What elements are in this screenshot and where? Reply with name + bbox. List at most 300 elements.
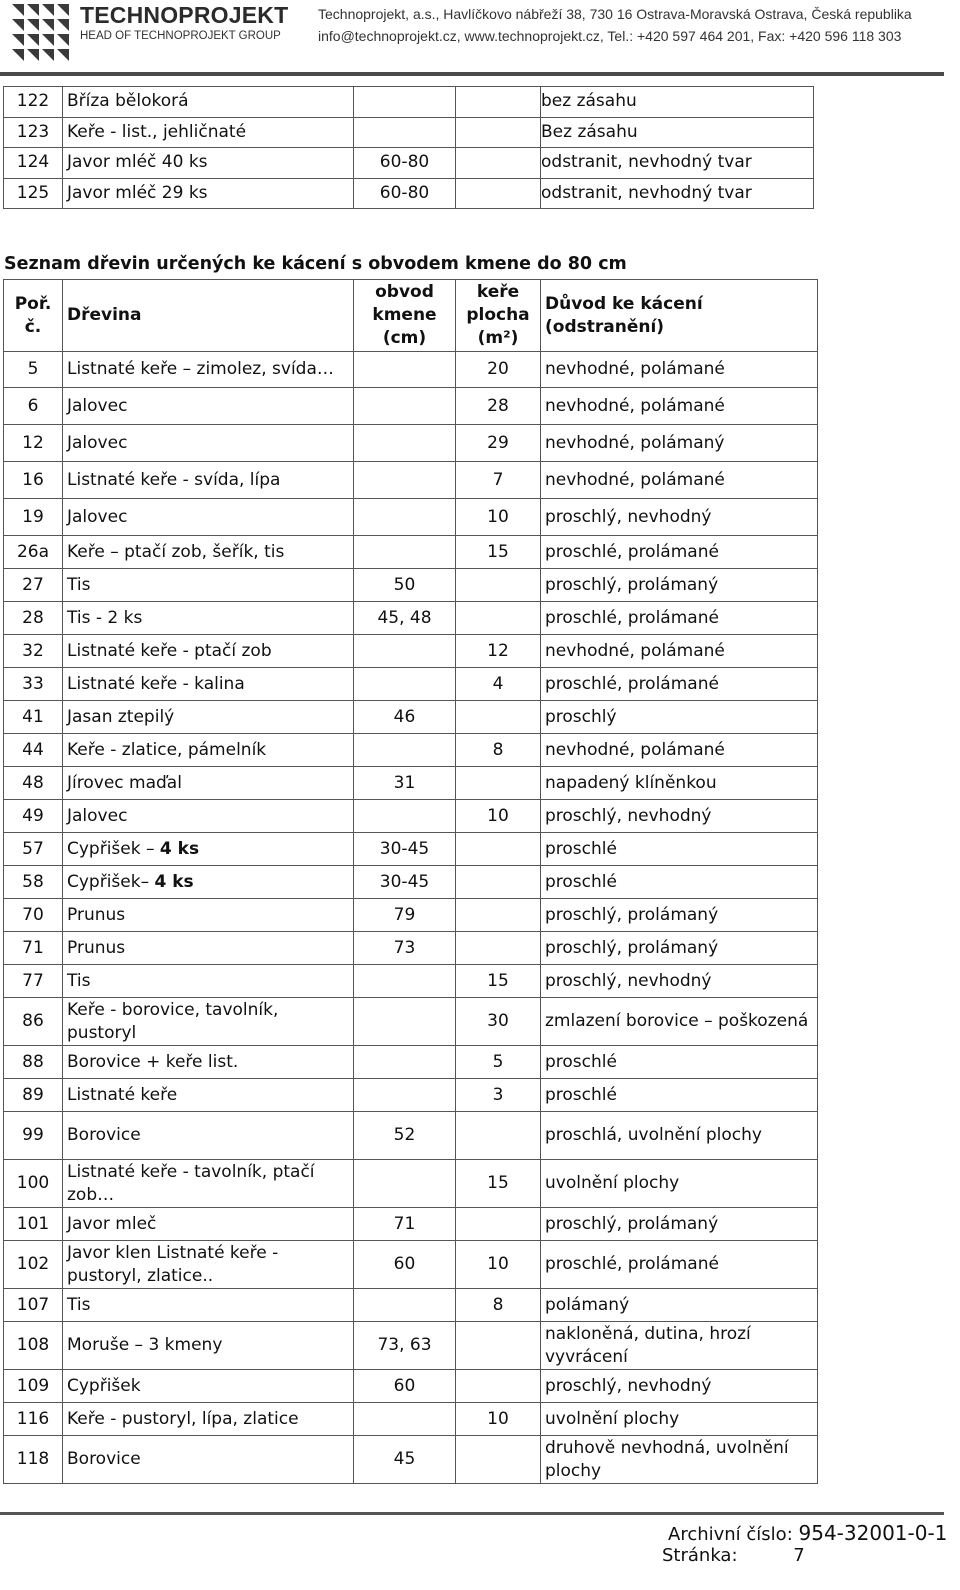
cell-wood <box>63 767 354 800</box>
cell-wood-text: Jalovec <box>67 805 128 826</box>
cell-obvod <box>354 87 456 118</box>
cell-num <box>4 148 63 179</box>
cell-duvod <box>541 178 814 209</box>
company-address: Technoprojekt, a.s., Havlíčkovo nábřeží 38, 730 16 Ostrava-Moravská Ostrava, Česká republika <box>318 6 912 22</box>
cell-obvod <box>354 965 456 998</box>
cell-num-text: 109 <box>16 1375 50 1396</box>
cell-obvod <box>354 1112 456 1160</box>
cell-plocha <box>456 734 541 767</box>
company-contact: info@technoprojekt.cz, www.technoprojekt.cz, Tel.: +420 597 464 201, Fax: +420 596 118 303 <box>318 28 902 44</box>
cell-num <box>4 602 63 635</box>
table-row <box>4 899 818 932</box>
cell-plocha <box>456 1160 541 1208</box>
page-header <box>0 0 960 76</box>
table-row <box>4 462 818 499</box>
cell-wood-text: Listnaté keře - kalina <box>67 673 245 694</box>
cell-obvod <box>354 932 456 965</box>
cell-wood-text: Cypřišek <box>67 1375 141 1396</box>
cell-obvod-text: 46 <box>393 706 416 727</box>
cell-duvod-text: proschlé <box>545 871 617 892</box>
cell-num-text: 41 <box>22 706 44 727</box>
cell-obvod <box>354 499 456 536</box>
cell-obvod <box>354 635 456 668</box>
cell-duvod <box>541 866 818 899</box>
cell-obvod-text: 45 <box>393 1449 416 1469</box>
cell-obvod-text: 60 <box>393 1375 416 1396</box>
cell-num <box>4 117 63 148</box>
cell-wood <box>63 117 354 148</box>
cell-wood <box>63 148 354 179</box>
cell-obvod <box>354 1241 456 1289</box>
cell-obvod-text: 30-45 <box>379 871 430 892</box>
cell-obvod <box>354 734 456 767</box>
cell-duvod-text: proschlý, nevhodný <box>545 506 712 527</box>
cell-obvod <box>354 1208 456 1241</box>
cell-wood <box>63 388 354 425</box>
cell-duvod-text: napadený klíněnkou <box>545 772 717 793</box>
cell-num-text: 107 <box>16 1294 50 1315</box>
cell-plocha <box>456 1322 541 1370</box>
cell-num <box>4 701 63 734</box>
table-row <box>4 602 818 635</box>
cell-obvod-text: 52 <box>393 1125 416 1145</box>
cell-duvod <box>541 899 818 932</box>
cell-obvod-text: 60 <box>393 1254 416 1274</box>
cell-plocha <box>456 148 541 179</box>
cell-duvod-text: odstranit, nevhodný tvar <box>541 152 752 173</box>
cell-wood <box>63 635 354 668</box>
cell-wood <box>63 734 354 767</box>
table-row <box>4 932 818 965</box>
table-row <box>4 1112 818 1160</box>
cell-plocha <box>456 1241 541 1289</box>
cell-num <box>4 536 63 569</box>
cell-obvod <box>354 899 456 932</box>
cell-duvod <box>541 800 818 833</box>
cell-duvod <box>541 569 818 602</box>
cell-num-text: 125 <box>16 182 50 203</box>
cell-num <box>4 1046 63 1079</box>
cell-duvod <box>541 965 818 998</box>
cell-plocha <box>456 1208 541 1241</box>
cell-wood <box>63 569 354 602</box>
cell-wood-text: Listnaté keře - svída, lípa <box>67 469 281 490</box>
cell-duvod-text: proschlé, prolámané <box>545 607 719 628</box>
continued-table <box>3 86 814 209</box>
cell-wood-count: 4 ks <box>154 871 194 892</box>
cell-duvod <box>541 998 818 1046</box>
cell-duvod <box>541 635 818 668</box>
col-header-plocha: keře plocha (m²) <box>456 280 541 352</box>
cell-obvod-text: 73 <box>393 937 416 958</box>
cell-num-text: 118 <box>16 1449 50 1469</box>
cell-num-text: 6 <box>27 395 39 416</box>
col-header-duvod: Důvod ke kácení (odstranění) <box>541 280 818 352</box>
table-row <box>4 178 814 209</box>
cell-plocha <box>456 1046 541 1079</box>
table-row <box>4 1403 818 1436</box>
brand-name: TECHNOPROJEKT <box>80 2 289 28</box>
brand <box>80 2 288 42</box>
cell-plocha <box>456 117 541 148</box>
cell-wood-text: Keře – ptačí zob, šeřík, tis <box>67 541 285 562</box>
cell-duvod <box>541 462 818 499</box>
cell-obvod <box>354 117 456 148</box>
cell-plocha-text: 15 <box>487 970 509 991</box>
cell-duvod <box>541 932 818 965</box>
cell-duvod-text: proschlý <box>545 706 617 727</box>
table-row <box>4 87 814 118</box>
cell-obvod <box>354 388 456 425</box>
cell-duvod-text: proschlý, nevhodný <box>545 805 712 826</box>
cell-obvod <box>354 1079 456 1112</box>
cell-obvod-text: 31 <box>393 772 416 793</box>
cell-num <box>4 1403 63 1436</box>
cell-duvod <box>541 1208 818 1241</box>
cell-plocha <box>456 352 541 388</box>
cell-wood-text: Moruše – 3 kmeny <box>67 1335 223 1355</box>
cell-wood <box>63 352 354 388</box>
cell-num-text: 49 <box>22 805 44 826</box>
cell-num-text: 77 <box>22 970 44 991</box>
cell-duvod <box>541 117 814 148</box>
cell-wood-text: Keře - list., jehličnaté <box>67 121 247 142</box>
cell-duvod <box>541 1370 818 1403</box>
cell-plocha-text: 28 <box>487 395 509 416</box>
table-row <box>4 1322 818 1370</box>
cell-num-text: 122 <box>16 91 50 112</box>
cell-wood <box>63 1046 354 1079</box>
cell-wood-text: Listnaté keře – zimolez, svída… <box>67 359 334 379</box>
cell-num-text: 88 <box>22 1051 44 1072</box>
cell-plocha <box>456 668 541 701</box>
cell-duvod-text: zmlazení borovice – poškozená <box>545 1011 809 1031</box>
cell-num <box>4 1160 63 1208</box>
cell-obvod-text: 60-80 <box>379 182 430 203</box>
cell-num-text: 99 <box>22 1125 44 1145</box>
archive-info <box>668 1521 947 1545</box>
cell-plocha-text: 10 <box>487 805 509 826</box>
cell-wood <box>63 1241 354 1289</box>
cell-obvod <box>354 148 456 179</box>
cell-plocha <box>456 388 541 425</box>
cell-num-text: 16 <box>22 469 44 490</box>
cell-num-text: 19 <box>22 506 44 527</box>
cell-obvod <box>354 767 456 800</box>
cell-wood <box>63 425 354 462</box>
cell-duvod-text: proschlé, prolámané <box>545 673 719 694</box>
cell-wood <box>63 1112 354 1160</box>
cell-num <box>4 965 63 998</box>
cell-obvod <box>354 1436 456 1484</box>
cell-duvod <box>541 701 818 734</box>
col-header-num: Poř. č. <box>4 280 63 352</box>
cell-plocha-text: 10 <box>487 1254 509 1274</box>
cell-plocha <box>456 800 541 833</box>
table-row <box>4 148 814 179</box>
cell-plocha-text: 15 <box>487 541 509 562</box>
cell-plocha-text: 29 <box>487 432 509 453</box>
cell-duvod <box>541 833 818 866</box>
cell-obvod <box>354 462 456 499</box>
cell-num <box>4 425 63 462</box>
cell-duvod-text: proschlý, prolámaný <box>545 937 719 958</box>
cell-num <box>4 1370 63 1403</box>
cell-num <box>4 734 63 767</box>
cell-num <box>4 1289 63 1322</box>
col-header-obvod: obvod kmene (cm) <box>354 280 456 352</box>
cell-wood-text: Prunus <box>67 937 126 958</box>
cell-plocha <box>456 87 541 118</box>
cell-duvod-text: nevhodné, polámaný <box>545 432 725 453</box>
cell-duvod <box>541 87 814 118</box>
cell-plocha <box>456 866 541 899</box>
cell-plocha <box>456 602 541 635</box>
cell-plocha-text: 20 <box>487 359 509 379</box>
cell-plocha-text: 12 <box>487 640 509 661</box>
cell-plocha <box>456 425 541 462</box>
cell-wood-text: Tis - 2 ks <box>67 607 143 628</box>
cell-obvod-text: 45, 48 <box>377 607 432 628</box>
cell-num-text: 57 <box>22 838 44 859</box>
cell-num-text: 123 <box>16 121 50 142</box>
cell-duvod <box>541 1322 818 1370</box>
cell-wood <box>63 462 354 499</box>
cell-plocha <box>456 635 541 668</box>
table-row <box>4 569 818 602</box>
cell-num <box>4 767 63 800</box>
cell-plocha <box>456 178 541 209</box>
cell-wood-text: Bříza bělokorá <box>67 91 189 112</box>
cell-num <box>4 462 63 499</box>
table-row <box>4 734 818 767</box>
cell-num-text: 44 <box>22 739 44 760</box>
cell-duvod-text: proschlý, prolámaný <box>545 574 719 595</box>
cell-obvod <box>354 800 456 833</box>
cell-obvod <box>354 668 456 701</box>
cell-wood <box>63 998 354 1046</box>
table-row <box>4 352 818 388</box>
cell-num <box>4 87 63 118</box>
cell-wood <box>63 965 354 998</box>
cell-duvod-text: nakloněná, dutina, hrozí vyvrácení <box>545 1323 751 1367</box>
cell-wood <box>63 1208 354 1241</box>
cell-wood <box>63 668 354 701</box>
cell-num-text: 70 <box>22 904 44 925</box>
cell-num-text: 26a <box>16 541 50 562</box>
cell-num <box>4 635 63 668</box>
cell-duvod <box>541 1436 818 1484</box>
table-row <box>4 1370 818 1403</box>
table-row <box>4 701 818 734</box>
cell-wood <box>63 1289 354 1322</box>
cell-wood-text: Listnaté keře <box>67 1084 178 1105</box>
cell-plocha <box>456 899 541 932</box>
cell-num-text: 116 <box>16 1408 50 1429</box>
cell-plocha-text: 10 <box>487 1408 509 1429</box>
continued-table-body <box>4 87 814 209</box>
table-row <box>4 1436 818 1484</box>
cell-wood <box>63 1322 354 1370</box>
cell-wood <box>63 701 354 734</box>
table-row <box>4 767 818 800</box>
cell-num-text: 32 <box>22 640 44 661</box>
cell-duvod-text: uvolnění plochy <box>545 1173 680 1193</box>
cell-wood-text: Jalovec <box>67 432 128 453</box>
cell-duvod-text: polámaný <box>545 1294 630 1315</box>
cell-duvod-text: proschlá, uvolnění plochy <box>545 1125 762 1145</box>
cell-num <box>4 800 63 833</box>
cell-plocha <box>456 1403 541 1436</box>
cell-plocha-text: 7 <box>492 469 504 490</box>
cell-plocha <box>456 1370 541 1403</box>
cell-wood-text: Listnaté keře - tavolník, ptačí zob… <box>67 1161 315 1205</box>
cell-num-text: 5 <box>27 359 39 379</box>
archive-number: 954-32001-0-1 <box>798 1521 948 1545</box>
cell-wood-text: Cypřišek– <box>67 871 155 892</box>
cell-num <box>4 1079 63 1112</box>
cell-wood <box>63 1079 354 1112</box>
cell-wood-count: 4 ks <box>159 838 200 859</box>
cell-obvod <box>354 701 456 734</box>
table-row <box>4 998 818 1046</box>
cell-duvod <box>541 1241 818 1289</box>
cell-wood-text: Borovice <box>67 1125 141 1145</box>
cell-wood-text: Jalovec <box>67 506 128 527</box>
cell-num <box>4 1436 63 1484</box>
cell-obvod <box>354 1160 456 1208</box>
cell-wood <box>63 1160 354 1208</box>
table-row <box>4 388 818 425</box>
cell-wood-text: Javor klen Listnaté keře - pustoryl, zlatice.. <box>67 1242 279 1286</box>
cell-duvod <box>541 499 818 536</box>
cell-plocha <box>456 536 541 569</box>
cell-obvod <box>354 425 456 462</box>
cell-plocha <box>456 569 541 602</box>
col-header-wood: Dřevina <box>63 280 354 352</box>
cell-wood-text: Tis <box>67 574 91 595</box>
cell-duvod-text: nevhodné, polámané <box>545 739 725 760</box>
cell-num <box>4 668 63 701</box>
cell-wood-text: Jírovec maďal <box>67 772 182 793</box>
cell-plocha <box>456 462 541 499</box>
table-row <box>4 833 818 866</box>
cell-duvod-text: Bez zásahu <box>541 121 638 142</box>
cell-plocha-text: 4 <box>492 673 504 694</box>
cell-duvod <box>541 1079 818 1112</box>
cell-obvod <box>354 1289 456 1322</box>
cell-num <box>4 998 63 1046</box>
cell-duvod-text: proschlé <box>545 1051 617 1072</box>
cell-plocha <box>456 965 541 998</box>
cell-plocha-text: 8 <box>492 1294 504 1315</box>
cell-num-text: 28 <box>22 607 44 628</box>
cell-num-text: 101 <box>16 1213 50 1234</box>
cell-wood-text: Javor mleč <box>67 1213 157 1234</box>
cell-plocha <box>456 833 541 866</box>
cell-num-text: 33 <box>22 673 44 694</box>
cell-num-text: 71 <box>22 937 44 958</box>
cell-num <box>4 833 63 866</box>
cell-num-text: 89 <box>22 1084 44 1105</box>
cell-plocha <box>456 932 541 965</box>
cell-wood-text: Borovice <box>67 1449 141 1469</box>
cell-wood-text: Javor mléč 40 ks <box>67 152 208 173</box>
page-number: 7 <box>793 1545 805 1566</box>
cell-duvod-text: odstranit, nevhodný tvar <box>541 182 752 203</box>
cell-obvod <box>354 1403 456 1436</box>
table-row <box>4 1160 818 1208</box>
cell-num <box>4 178 63 209</box>
cell-plocha <box>456 998 541 1046</box>
cell-obvod-text: 73, 63 <box>377 1335 432 1355</box>
cell-obvod-text: 60-80 <box>379 152 430 173</box>
cell-num-text: 48 <box>22 772 44 793</box>
cell-plocha <box>456 767 541 800</box>
cell-wood <box>63 499 354 536</box>
cell-duvod-text: proschlý, prolámaný <box>545 1213 719 1234</box>
cell-wood <box>63 87 354 118</box>
cell-duvod-text: uvolnění plochy <box>545 1408 680 1429</box>
cell-plocha <box>456 499 541 536</box>
page-label: Stránka: <box>662 1545 738 1566</box>
cell-duvod-text: proschlé <box>545 838 617 859</box>
cell-num-text: 100 <box>16 1173 50 1193</box>
cell-wood-text: Listnaté keře - ptačí zob <box>67 640 272 661</box>
cell-obvod <box>354 602 456 635</box>
cell-num <box>4 866 63 899</box>
cell-wood-text: Borovice + keře list. <box>67 1051 239 1072</box>
cell-plocha-text: 8 <box>492 739 504 760</box>
cell-duvod <box>541 1046 818 1079</box>
cell-obvod-text: 30-45 <box>379 838 430 859</box>
cell-duvod <box>541 668 818 701</box>
cell-duvod-text: druhově nevhodná, uvolnění plochy <box>545 1437 789 1481</box>
cell-plocha <box>456 1079 541 1112</box>
cell-obvod <box>354 569 456 602</box>
cell-duvod <box>541 1289 818 1322</box>
cell-wood-text: Prunus <box>67 904 126 925</box>
cell-wood-text: Tis <box>67 970 91 991</box>
cell-duvod <box>541 148 814 179</box>
cell-duvod-text: nevhodné, polámané <box>545 640 725 661</box>
cell-wood-text: Tis <box>67 1294 91 1315</box>
cell-num <box>4 1208 63 1241</box>
cell-plocha <box>456 701 541 734</box>
table-header-row <box>4 280 818 352</box>
cell-duvod <box>541 425 818 462</box>
cell-plocha-text: 10 <box>487 506 509 527</box>
cell-num-text: 12 <box>22 432 44 453</box>
cell-obvod <box>354 1370 456 1403</box>
table-row <box>4 117 814 148</box>
cell-num <box>4 1241 63 1289</box>
cell-wood <box>63 602 354 635</box>
cell-wood <box>63 800 354 833</box>
cell-duvod <box>541 767 818 800</box>
cell-duvod-text: proschlé, prolámané <box>545 541 719 562</box>
cell-wood <box>63 833 354 866</box>
technoprojekt-logo <box>12 4 70 62</box>
felling-table <box>3 279 818 1484</box>
cell-num <box>4 569 63 602</box>
cell-plocha <box>456 1436 541 1484</box>
brand-subtitle: HEAD OF TECHNOPROJEKT GROUP <box>80 30 281 42</box>
cell-num <box>4 388 63 425</box>
table-row <box>4 1046 818 1079</box>
cell-obvod <box>354 352 456 388</box>
table-row <box>4 800 818 833</box>
